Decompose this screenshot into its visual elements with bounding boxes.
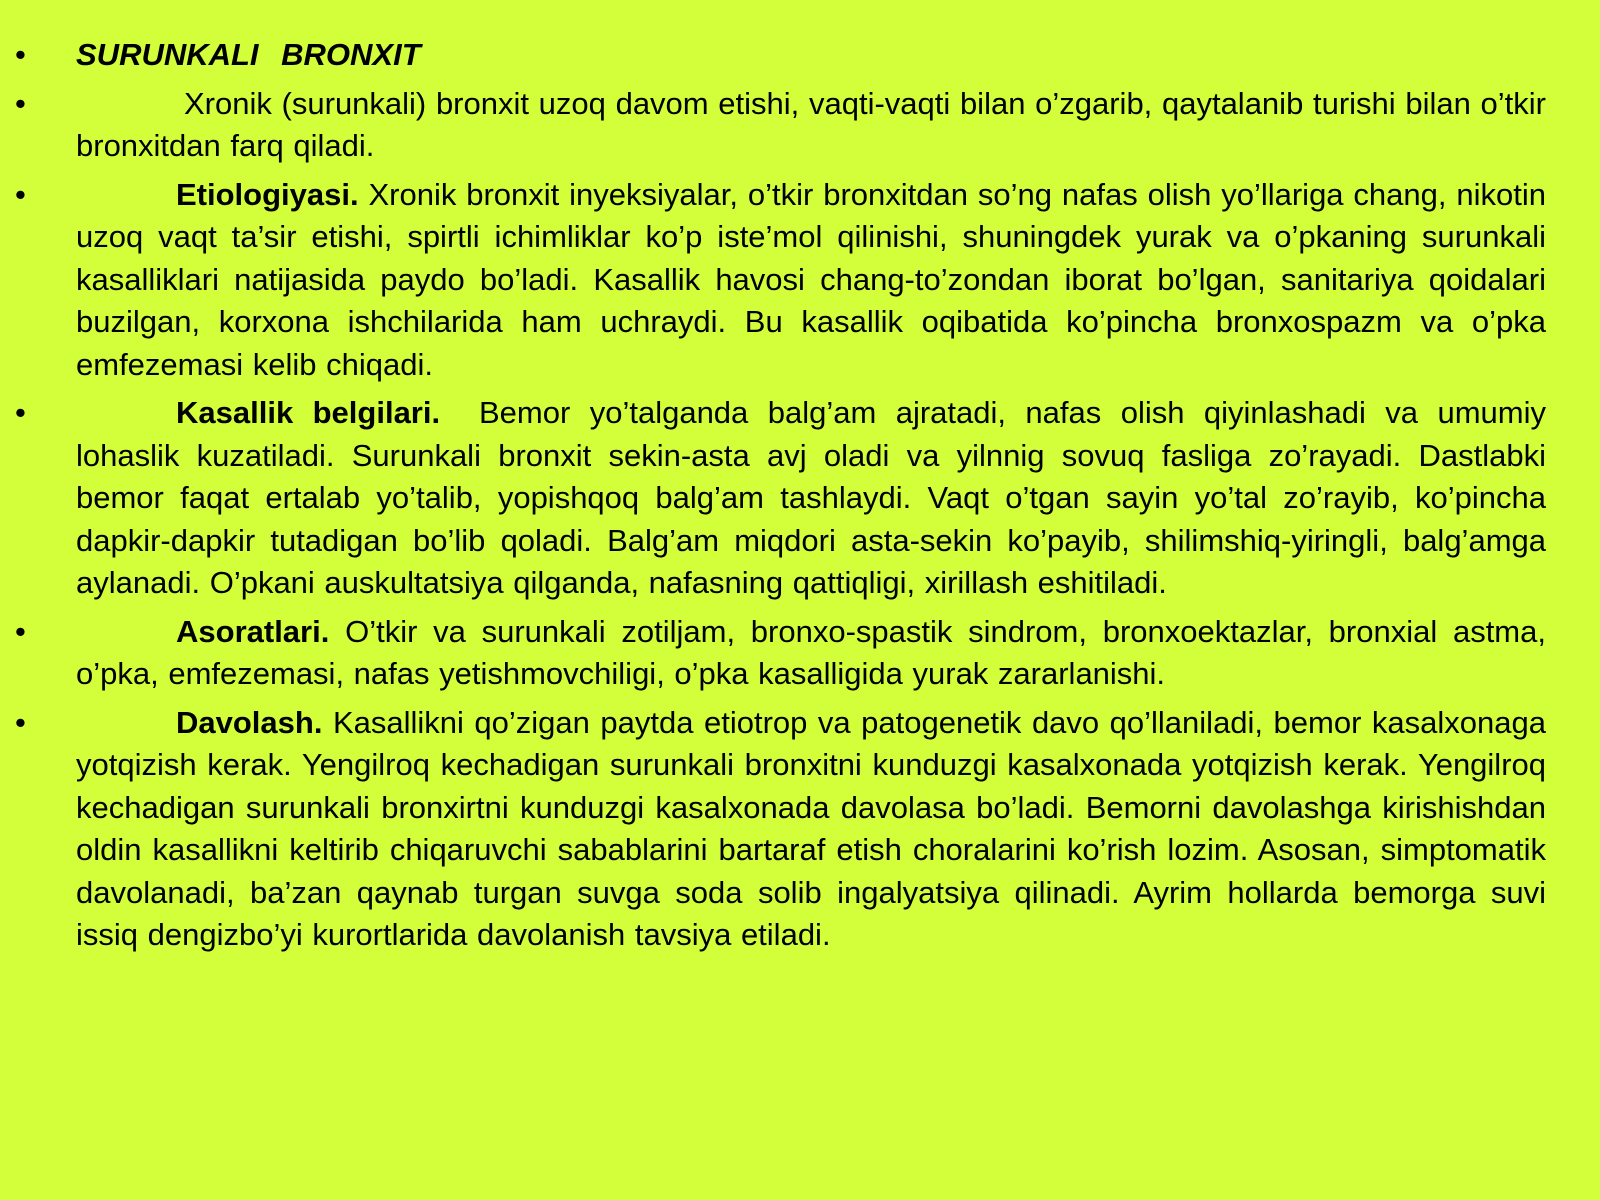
bullet-dot-icon: • xyxy=(15,85,26,121)
treatment-text: Kasallikni qo’zigan paytda etiotrop va patogenetik davo qo’llaniladi, bemor kasalxonaga yotqizish kerak. Yengilroq kechadigan surunkali bronxitni kunduzgi kasalxonada yotqizish kerak. Yengilroq kechadigan surunkali bronxirtni kunduzgi kasalxonada davolasa bo’ladi. Bemorni davolashga kirishishdan oldin kasallikni keltirib chiqaruvchi sabablarini bartaraf etish choralarini ko’rish lozim. Asosan, simptomatik davolanadi, ba’zan qaynab turgan suvga soda solib ingalyatsiya qilinadi. Ayrim hollarda bemorga suvi issiq dengizbo’yi kurortlarida davolanish tavsiya etiladi. xyxy=(76,704,1546,952)
intro-paragraph xyxy=(76,83,1546,168)
treatment-heading: Davolash. xyxy=(176,704,323,740)
etiology-text: Xronik bronxit inyeksiyalar, o’tkir bronxitdan so’ng nafas olish yo’llariga chang, nikotin uzoq vaqt ta’sir etishi, spirtli ichimliklar ko’p iste’mol qilinishi, shuningdek yurak va o’pkaning surunkali kasalliklari natijasida paydo bo’ladi. Kasallik havosi chang-to’zondan iborat bo’lgan, sanitariya qoidalari buzilgan, korxona ishchilarida ham uchraydi. Bu kasallik oqibatida ko’pincha bronxospazm va o’pka emfezemasi kelib chiqadi. xyxy=(76,176,1546,382)
bullet-intro xyxy=(0,83,1546,168)
intro-text: Xronik (surunkali) bronxit uzoq davom etishi, vaqti-vaqti bilan o’zgarib, qaytalanib turishi bilan o’tkir bronxitdan farq qiladi. xyxy=(76,85,1546,163)
title-paragraph xyxy=(76,34,1546,77)
bullet-treatment xyxy=(0,702,1546,957)
symptoms-text: Bemor yo’talganda balg’am ajratadi, nafas olish qiyinlashadi va umumiy lohaslik kuzatiladi. Surunkali bronxit sekin-asta avj oladi va yilnnig sovuq fasliga zo’rayadi. Dastlabki bemor faqat ertalab yo’talib, yopishqoq balg’am tashlaydi. Vaqt o’tgan sayin yo’tal zo’rayib, ko’pincha dapkir-dapkir tutadigan bo’lib qoladi. Balg’am miqdori asta-sekin ko’payib, shilimshiq-yiringli, balg’amga aylanadi. O’pkani auskultatsiya qilganda, nafasning qattiqligi, xirillash eshitiladi. xyxy=(76,395,1546,600)
etiology-paragraph xyxy=(76,174,1546,387)
bullet-dot-icon: • xyxy=(15,37,26,72)
treatment-paragraph xyxy=(76,702,1546,957)
bullet-dot-icon: • xyxy=(15,613,26,649)
complications-heading: Asoratlari. xyxy=(176,613,330,649)
bullet-complications xyxy=(0,611,1546,696)
bullet-dot-icon: • xyxy=(15,704,26,740)
complications-text: O’tkir va surunkali zotiljam, bronxo-spastik sindrom, bronxoektazlar, bronxial astma, o’pka, emfezemasi, nafas yetishmovchiligi, o’pka kasalligida yurak zararlanishi. xyxy=(76,613,1546,691)
bullet-etiology xyxy=(0,174,1546,387)
bullet-title xyxy=(0,34,1546,77)
page-title: SURUNKALI BRONXIT xyxy=(76,37,421,72)
symptoms-paragraph xyxy=(76,392,1546,605)
bullet-list xyxy=(0,34,1546,957)
bullet-dot-icon: • xyxy=(15,176,26,212)
bullet-symptoms xyxy=(0,392,1546,605)
symptoms-heading: Kasallik belgilari. xyxy=(176,395,441,430)
etiology-heading: Etiologiyasi. xyxy=(176,176,359,212)
complications-paragraph xyxy=(76,611,1546,696)
bullet-dot-icon: • xyxy=(15,395,26,430)
